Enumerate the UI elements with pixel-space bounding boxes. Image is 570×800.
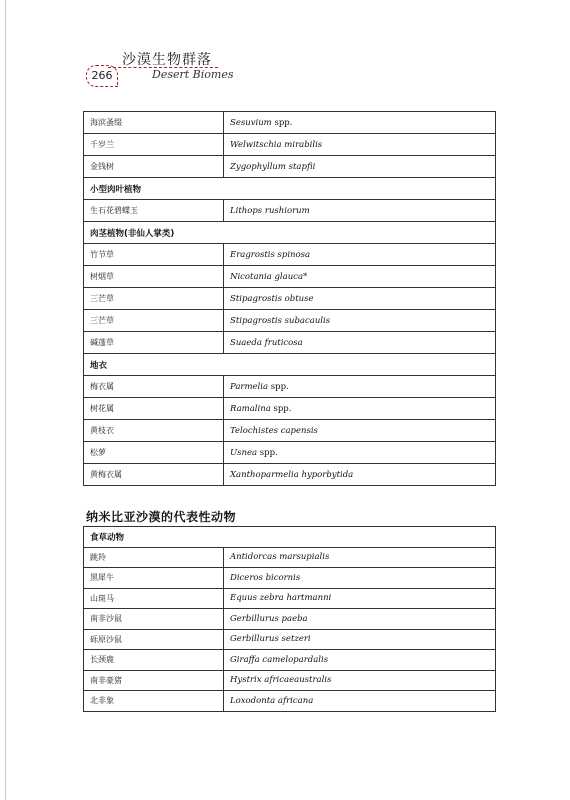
common-name-cell: 黄梅衣属 xyxy=(84,464,224,486)
common-name-cell: 山斑马 xyxy=(84,588,224,609)
scientific-name: Telochistes capensis xyxy=(230,425,318,436)
table-row xyxy=(84,568,496,589)
scientific-name: Stipagrostis subacaulis xyxy=(230,315,331,326)
scientific-name: Loxodonta africana xyxy=(230,695,314,706)
common-name-cell: 树花属 xyxy=(84,398,224,420)
header-subtitle: Desert Biomes xyxy=(152,68,234,81)
scientific-name: Hystrix africaeaustralis xyxy=(230,675,332,686)
scientific-name-cell xyxy=(224,609,496,630)
table-row xyxy=(84,609,496,630)
scientific-name-cell xyxy=(224,547,496,568)
scientific-name-cell xyxy=(224,310,496,332)
section-title: 纳米比亚沙漠的代表性动物 xyxy=(86,510,237,524)
table-row xyxy=(84,629,496,650)
common-name-cell: 生石花碧蝶玉 xyxy=(84,200,224,222)
scientific-name: Stipagrostis obtuse xyxy=(230,293,314,304)
category-label: 食草动物 xyxy=(84,527,496,548)
table-row xyxy=(84,244,496,266)
common-name-cell: 跳羚 xyxy=(84,547,224,568)
table-row xyxy=(84,332,496,354)
common-name-cell: 南非豪猪 xyxy=(84,670,224,691)
table-row xyxy=(84,442,496,464)
scientific-name-cell xyxy=(224,244,496,266)
species-abbrev: spp. xyxy=(257,447,278,458)
scientific-name-cell xyxy=(224,200,496,222)
scientific-name-cell xyxy=(224,588,496,609)
table-row xyxy=(84,691,496,712)
common-name-cell: 金钱树 xyxy=(84,156,224,178)
common-name-cell: 砾原沙鼠 xyxy=(84,629,224,650)
scientific-name-cell xyxy=(224,629,496,650)
category-row xyxy=(84,178,496,200)
category-row xyxy=(84,222,496,244)
table-row xyxy=(84,288,496,310)
species-abbrev: spp. xyxy=(271,117,293,128)
scientific-name: Gerbillurus setzeri xyxy=(230,634,311,645)
table-row xyxy=(84,588,496,609)
header-title: 沙漠生物群落 xyxy=(122,52,212,68)
common-name-cell: 北非象 xyxy=(84,691,224,712)
scientific-name: Diceros bicornis xyxy=(230,572,301,583)
table-row xyxy=(84,670,496,691)
scientific-name: Lithops rushiorum xyxy=(230,205,310,216)
common-name-cell: 千岁兰 xyxy=(84,134,224,156)
scientific-name-cell xyxy=(224,134,496,156)
page-number: 266 xyxy=(86,65,118,87)
scientific-name: Parmelia xyxy=(230,381,269,392)
scientific-name: Suaeda fruticosa xyxy=(230,337,303,348)
running-header xyxy=(86,48,286,88)
scientific-name: Gerbillurus paeba xyxy=(230,613,308,624)
scientific-name: Ramalina xyxy=(230,403,271,414)
table-row xyxy=(84,266,496,288)
scientific-name: Antidorcas marsupialis xyxy=(230,552,330,563)
table-row xyxy=(84,420,496,442)
scientific-name-cell xyxy=(224,442,496,464)
table-row xyxy=(84,310,496,332)
scientific-name-cell xyxy=(224,156,496,178)
scientific-name: Eragrostis spinosa xyxy=(230,249,311,260)
table-row xyxy=(84,134,496,156)
table-row xyxy=(84,398,496,420)
scientific-name: Welwitschia mirabilis xyxy=(230,139,323,150)
species-abbrev: spp. xyxy=(268,381,289,392)
scientific-name: Sesuvium xyxy=(230,117,272,128)
page-edge-line xyxy=(5,0,6,800)
scientific-name-cell xyxy=(224,288,496,310)
table-row xyxy=(84,112,496,134)
scientific-name-cell xyxy=(224,266,496,288)
species-abbrev: spp. xyxy=(270,403,292,414)
common-name-cell: 黄枝衣 xyxy=(84,420,224,442)
common-name-cell: 三芒草 xyxy=(84,310,224,332)
table-row xyxy=(84,200,496,222)
animals-table xyxy=(83,526,496,712)
table-row xyxy=(84,464,496,486)
table-row xyxy=(84,156,496,178)
scientific-name-cell xyxy=(224,650,496,671)
common-name-cell: 黑犀牛 xyxy=(84,568,224,589)
common-name-cell: 梅衣属 xyxy=(84,376,224,398)
plants-table xyxy=(83,111,496,486)
category-row xyxy=(84,527,496,548)
category-label: 地衣 xyxy=(84,354,496,376)
scientific-name-cell xyxy=(224,420,496,442)
scientific-name-cell xyxy=(224,332,496,354)
category-label: 小型肉叶植物 xyxy=(84,178,496,200)
scientific-name-cell xyxy=(224,464,496,486)
scientific-name: Equus zebra hartmanni xyxy=(230,593,332,604)
common-name-cell: 南非沙鼠 xyxy=(84,609,224,630)
scientific-name-cell xyxy=(224,568,496,589)
scientific-name-cell xyxy=(224,670,496,691)
common-name-cell: 海滨蚤缀 xyxy=(84,112,224,134)
common-name-cell: 碱蓬草 xyxy=(84,332,224,354)
scientific-name: Xanthoparmelia hyporbytida xyxy=(230,469,354,480)
scientific-name: Giraffa camelopardalis xyxy=(230,654,329,665)
category-label: 肉茎植物(非仙人掌类) xyxy=(84,222,496,244)
category-row xyxy=(84,354,496,376)
scientific-name-cell xyxy=(224,112,496,134)
plants-table-body xyxy=(84,112,496,486)
common-name-cell: 竹节草 xyxy=(84,244,224,266)
animals-table-body xyxy=(84,527,496,712)
common-name-cell: 松萝 xyxy=(84,442,224,464)
scientific-name-cell xyxy=(224,376,496,398)
common-name-cell: 三芒草 xyxy=(84,288,224,310)
scientific-name: Zygophyllum stapfii xyxy=(230,161,316,172)
scientific-name: Nicotania glauca* xyxy=(230,271,308,282)
table-row xyxy=(84,650,496,671)
common-name-cell: 树烟草 xyxy=(84,266,224,288)
scientific-name-cell xyxy=(224,398,496,420)
table-row xyxy=(84,376,496,398)
scientific-name-cell xyxy=(224,691,496,712)
common-name-cell: 长颈鹿 xyxy=(84,650,224,671)
table-row xyxy=(84,547,496,568)
scientific-name: Usnea xyxy=(230,447,258,458)
